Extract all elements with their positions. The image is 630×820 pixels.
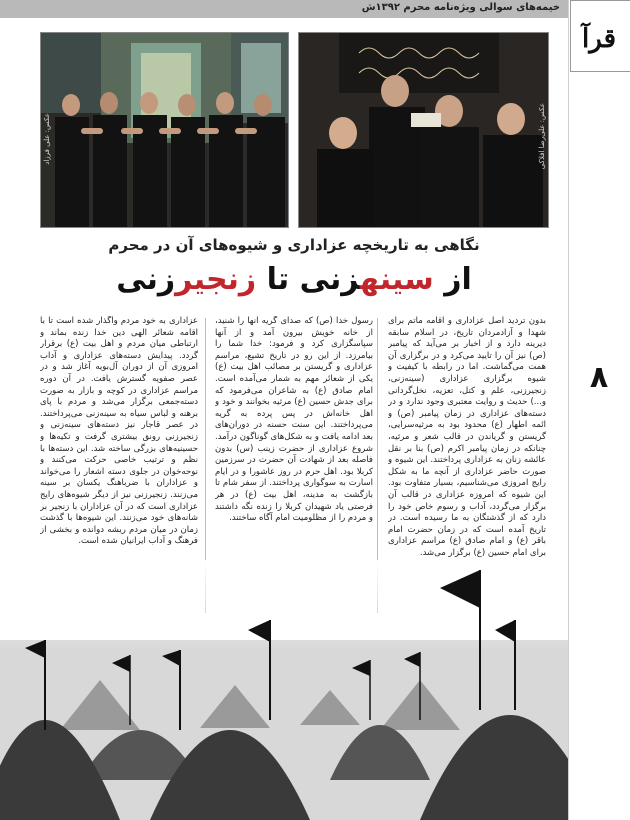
photo-mourners-left-art xyxy=(41,33,288,227)
article-subtitle: نگاهی به تاریخچه عزاداری و شیوه‌های آن در محرم xyxy=(108,236,480,254)
article-column-3: عزاداری به خود مردم واگذار شده است تا با اقامه شعائر الهی دین خدا زنده بماند و ارتباطی میان مردم و اهل بیت (ع) برقرار گردد. پیدایش دسته‌های عزاداری و آداب امروزی آن از دوران آل‌بویه آغاز شد و در عصر صفویه گسترش یافت. در آن دوره مراسم عزاداری در کوچه و بازار به صورت دسته‌جمعی برگزار می‌شد و مردم با پای برهنه و لباس سیاه به سینه‌زنی می‌پرداختند. در عصر قاجار نیز دسته‌های سینه‌زنی و زنجیرزنی رونق بیشتری گرفت و تکیه‌ها و حسینیه‌های بزرگی ساخته شد. این دسته‌ها با نظم و ترتیب خاصی حرکت می‌کنند و نوحه‌خوان در جلوی دسته اشعار را می‌خواند و عزاداران با ضرباهنگ یکسان بر سینه می‌زنند. زنجیرزنی نیز از دیگر شیوه‌های رایج عزاداری است که در آن عزاداران با زنجیر بر شانه‌های خود می‌زنند. این شیوه‌ها با گذشت زمان در میان مردم ریشه دوانده و بخشی از فرهنگ و آداب ایرانیان شده است. xyxy=(40,316,198,547)
tents-illustration xyxy=(0,560,568,820)
title-word-5: زنجیر xyxy=(175,262,257,297)
page-number: ۸ xyxy=(589,360,609,395)
article-title xyxy=(40,262,548,297)
title-word-3: زنی xyxy=(299,262,360,297)
title-word-6: زنی xyxy=(116,262,176,297)
title-word-4: تا xyxy=(266,262,290,297)
header-text: خیمه‌های سوالی ویژه‌نامه محرم ۱۳۹۲ش xyxy=(361,2,560,13)
photo-credit-right: عکس: علی‌رضا افلاکی xyxy=(538,103,546,170)
article-column-2: رسول خدا (ص) که صدای گریه آنها را شنید، از خانه خویش بیرون آمد و از آنها سپاسگزاری کرد و فرمود: خدا شما را بیامرزد. از این رو در تاریخ تشیع، مراسم عزاداری و گریستن بر مصائب اهل بیت (ع) یکی از شعائر مهم به شمار می‌آمده است. امام صادق (ع) به شاعران می‌فرمود که برای جدش حسین (ع) مرثیه بخوانند و خود و اهل خانه‌اش در پس پرده به گریه می‌پرداختند. این سنت حسنه در دوران‌های بعد ادامه یافت و به شکل‌های گوناگون درآمد. شروع عزاداری از حضرت زینب (س) بدون فاصله بعد از شهادت آن حضرت در سرزمین کربلا بود. اهل حرم در روز عاشورا و در ایام اسارت به سوگواری پرداختند. از سفر شام تا بازگشت به مدینه، اهل بیت (ع) در هر فرصتی یاد شهیدان کربلا را زنده نگه داشتند و مردم را از مظلومیت امام آگاه ساختند. xyxy=(215,316,373,524)
photo-credit-left: عکس: علی فرزاد xyxy=(43,113,51,165)
photo-mourners-left xyxy=(40,32,289,228)
side-logo: قرآ xyxy=(582,24,616,54)
title-word-1: از xyxy=(444,262,472,297)
title-word-2: سینه xyxy=(359,262,434,297)
photo-mourners-right xyxy=(298,32,549,228)
photo-mourners-right-art xyxy=(299,33,548,227)
side-strip xyxy=(568,0,630,820)
header-bar xyxy=(0,0,568,18)
article-column-1: بدون تردید اصل عزاداری و اقامه ماتم برای شهدا و آزادمردان تاریخ، در اسلام سابقه دیرینه دارد و از اخبار بر می‌آید که پیامبر (ص) نیز آن را تایید می‌کرد و در برگزاری آن همت می‌گماشت. اما در رابطه با کیفیت و شیوه برگزاری عزاداری (سینه‌زنی، زنجیرزنی، علم و کتل، تعزیه، نخل‌گردانی و...) حدیث و روایت معتبری وجود ندارد و در دسته‌های عزاداری در زمان پیامبر (ص) و ائمه اطهار (ع) محدود بود به مرثیه‌سرایی، گریستن و گریاندن در قالب شعر و مرثیه، چنانکه در زمان پیامبر اکرم (ص) بنا بر نقل عائشه زنان به عزاداری پرداختند. این شیوه و صورت حاضر عزاداری از آنچه ما به شکل رایج امروزی می‌شناسیم، بسیار متفاوت بود. این شیوه که امروزه عزاداری در قالب آن برگزار می‌گردد، آداب و رسوم خاص خود را دارد که از گذشتگان به ما رسیده است. در تاریخ آمده است که در زمان حضرت امام باقر (ع) و امام صادق (ع) مراسم عزاداری برای امام حسین (ع) برگزار می‌شد. xyxy=(388,316,546,558)
